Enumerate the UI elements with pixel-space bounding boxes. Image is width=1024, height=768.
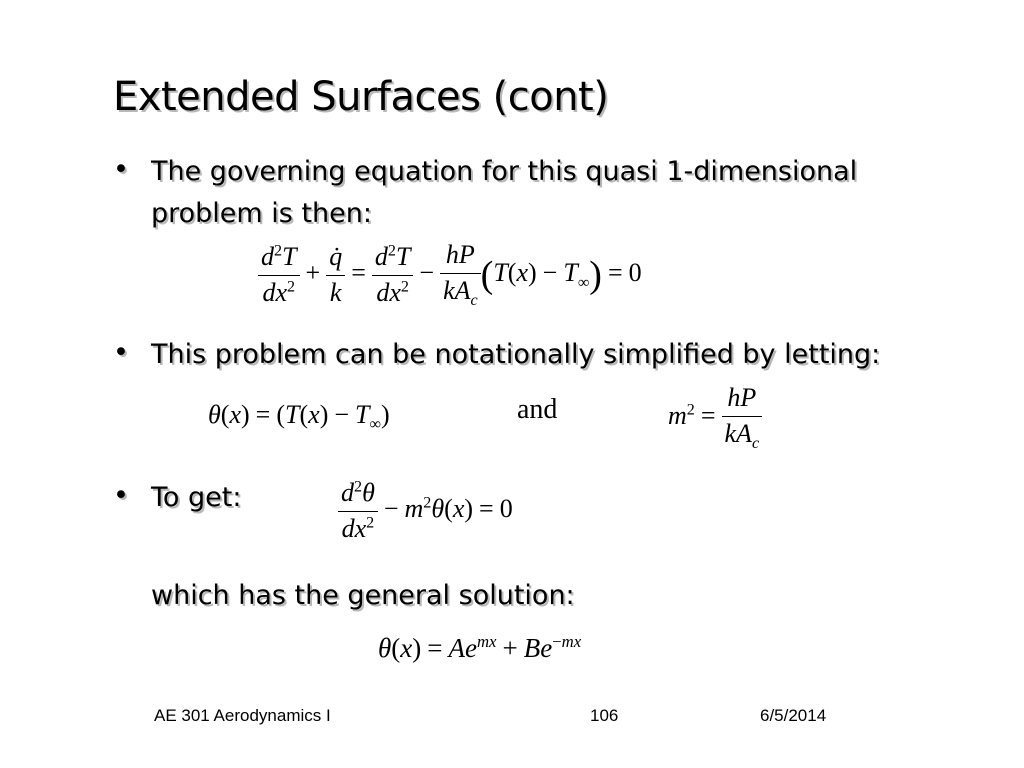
bullet-1-line-1: The governing equation for this quasi 1-dimensional [151,156,858,187]
footer-slide-number: 106 [590,706,619,725]
and-connector: and [517,394,558,425]
bullet-dot: • [113,154,129,185]
slide-title: Extended Surfaces (cont) [113,74,609,120]
governing-equation: $\frac{d^2T}{dx^2}$ + $\frac{q̇}{k}$ = $\frac{d^2T}{dx^2}$ − $\frac{hP}{kA_c}$ $(T(x) - T_\infty) = 0$ [258,240,642,310]
general-solution-equation: $\theta(x) = Ae^{mx} + Be^{-mx}$ [378,632,582,663]
bullet-2-line-1: This problem can be notationally simplified by letting: [151,339,881,370]
bullet-1-line-2: problem is then: [151,198,372,229]
bullet-dot: • [113,480,129,511]
theta-definition: $\theta(x) = (T(x) - T_\infty)$ [208,400,390,434]
footer-course: AE 301 Aerodynamics I [154,706,331,725]
bullet-dot: • [113,337,129,368]
general-solution-label: which has the general solution: [151,580,575,611]
m-squared-definition: $m^2$ = $\frac{hP}{kA_c}$ [668,383,762,453]
footer-date: 6/5/2014 [760,706,827,725]
reduced-equation: $\frac{d^2\theta}{dx^2}$ − $m^2\theta(x) = 0$ [338,478,513,544]
bullet-3-line-1: To get: [151,482,242,513]
